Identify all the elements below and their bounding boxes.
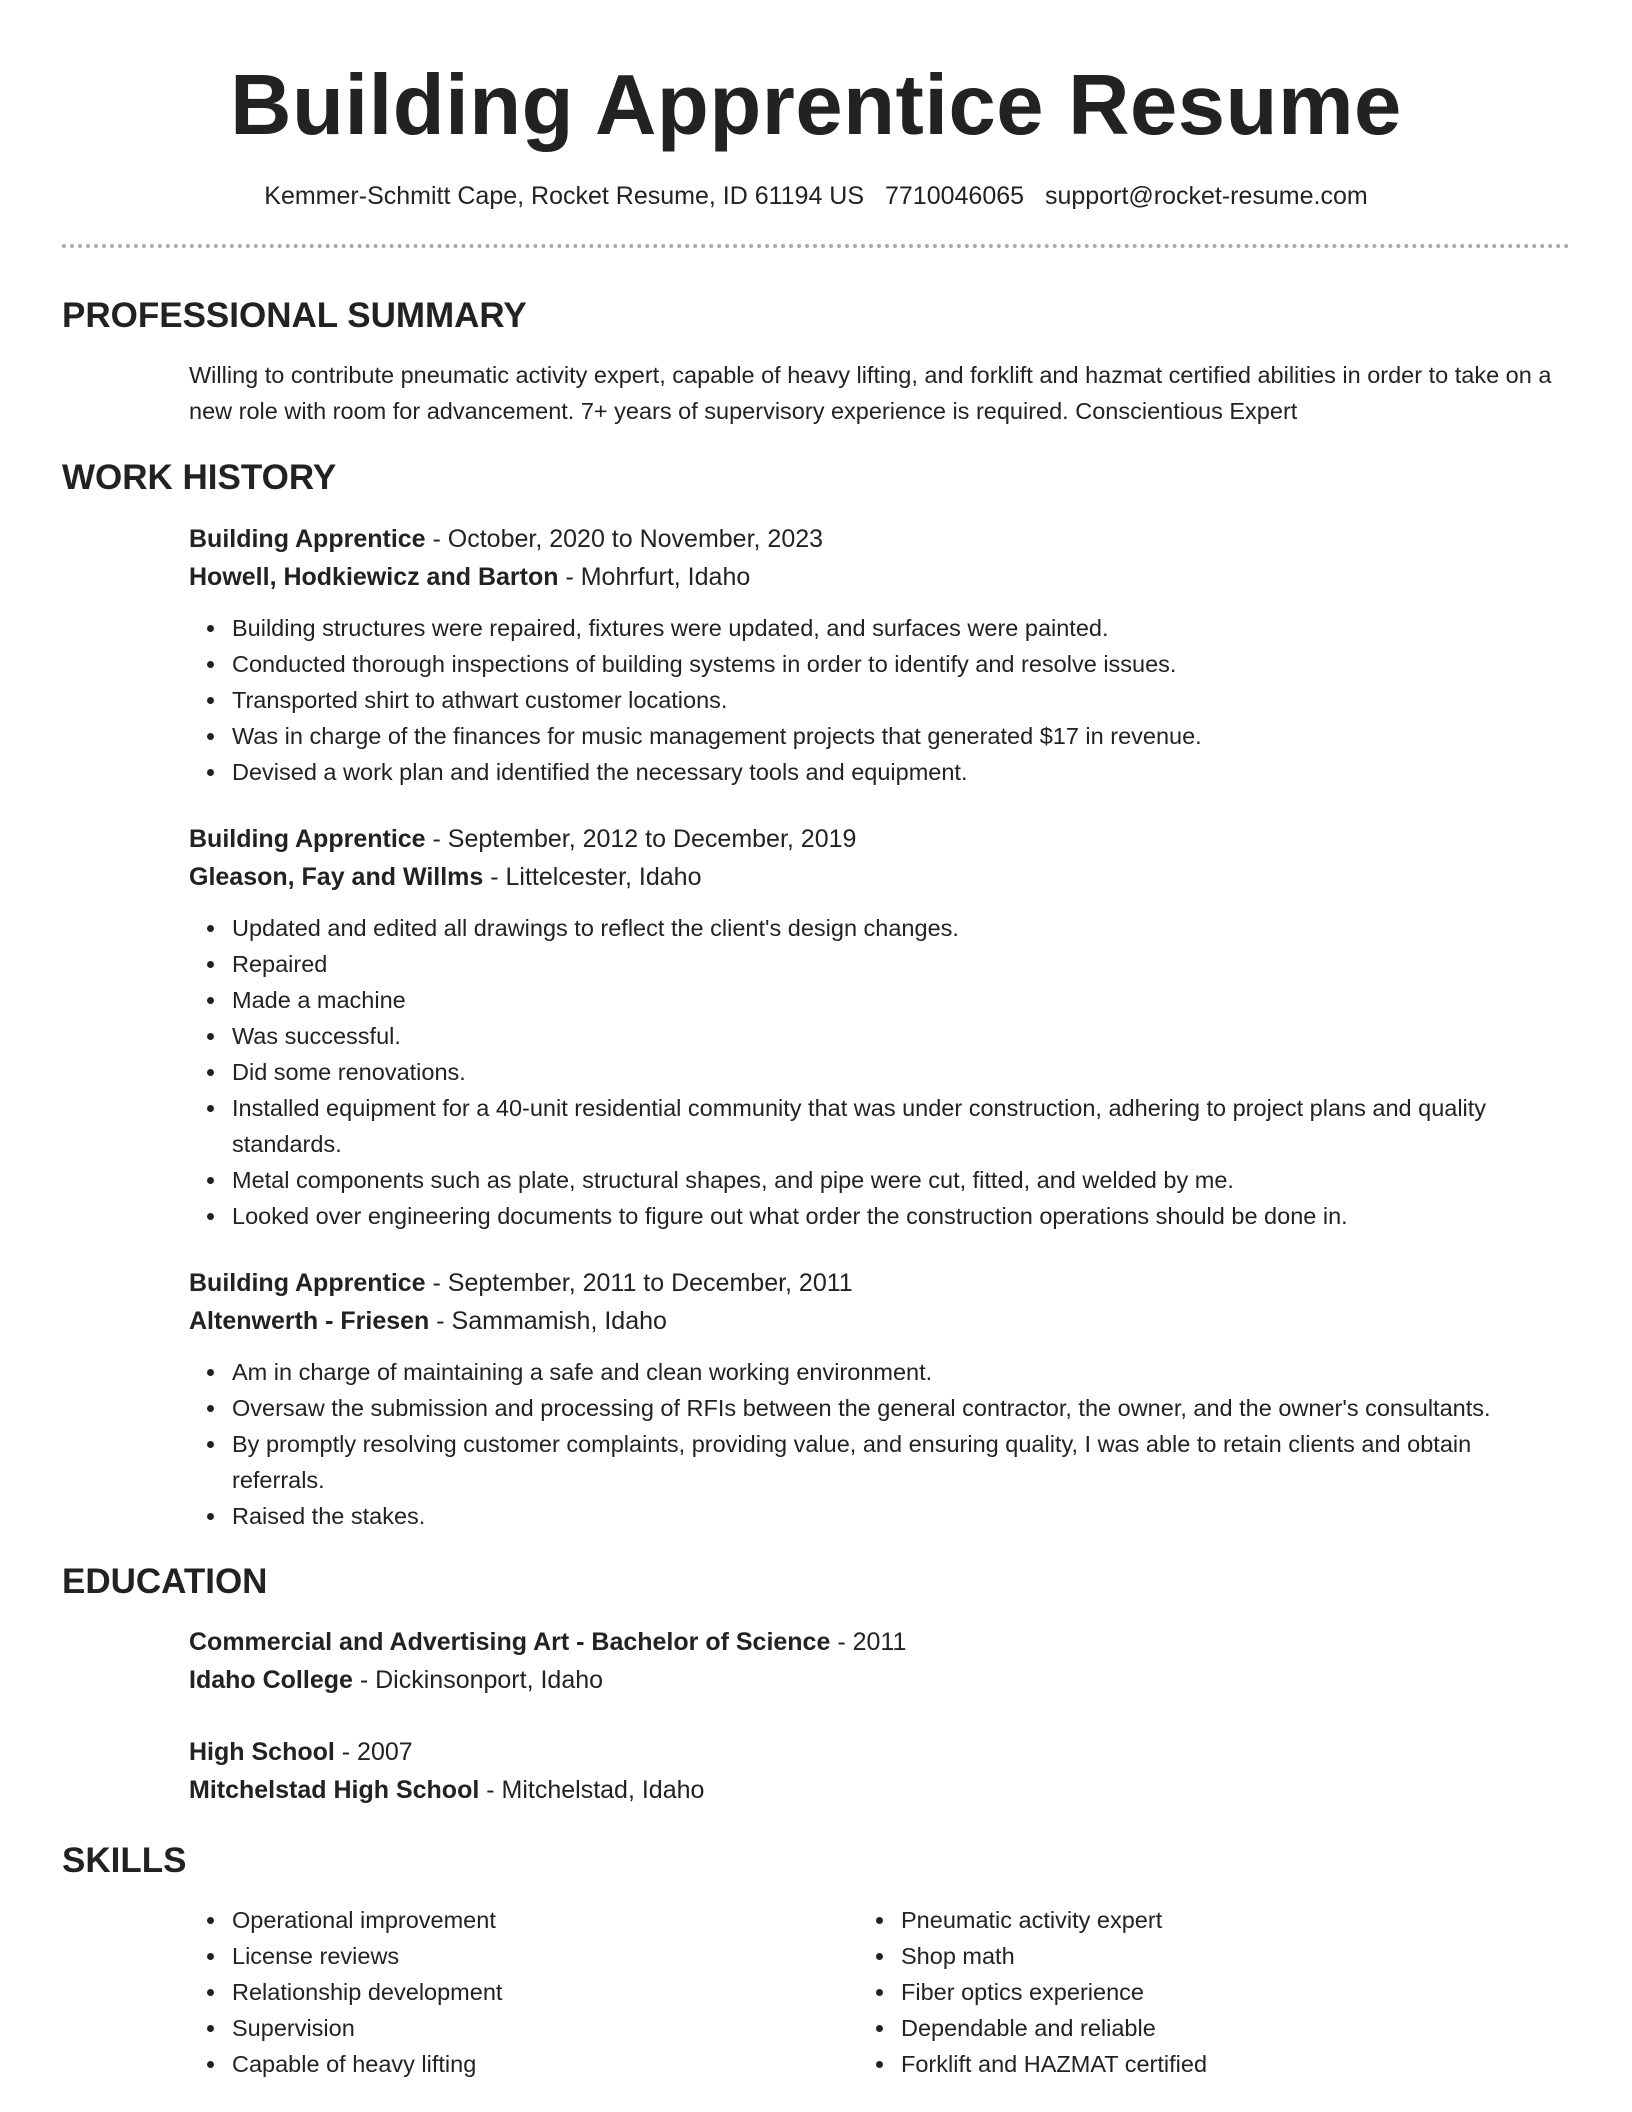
job-company: Howell, Hodkiewicz and Barton — [189, 563, 559, 591]
summary-heading: PROFESSIONAL SUMMARY — [62, 296, 527, 335]
education-school: Mitchelstad High School — [189, 1776, 480, 1804]
job-bullets — [62, 610, 1570, 790]
list-item: Am in charge of maintaining a safe and clean working environment. — [232, 1354, 1570, 1390]
list-item: Building structures were repaired, fixtures were updated, and surfaces were painted. — [232, 610, 1570, 646]
education-entry — [62, 1623, 1570, 1699]
list-item: Capable of heavy lifting — [232, 2046, 901, 2082]
education-location: - Mitchelstad, Idaho — [479, 1776, 705, 1804]
education-degree-line — [62, 1733, 1570, 1771]
education-degree: Commercial and Advertising Art - Bachelor of Science — [189, 1628, 831, 1656]
job-entry — [62, 820, 1570, 1234]
education-degree-line — [62, 1623, 1570, 1661]
header-divider — [62, 244, 1570, 248]
job-title-line — [62, 1264, 1570, 1302]
job-location: - Littelcester, Idaho — [483, 863, 702, 891]
list-item: Was successful. — [232, 1018, 1570, 1054]
list-item: Shop math — [901, 1938, 1570, 1974]
education-heading: EDUCATION — [62, 1562, 268, 1601]
list-item: Operational improvement — [232, 1902, 901, 1938]
education-degree: High School — [189, 1738, 335, 1766]
list-item: Dependable and reliable — [901, 2010, 1570, 2046]
job-company: Gleason, Fay and Willms — [189, 863, 484, 891]
list-item: Conducted thorough inspections of building systems in order to identify and resolve issues. — [232, 646, 1570, 682]
contact-line — [62, 184, 1570, 209]
list-item: Raised the stakes. — [232, 1498, 1570, 1534]
education-school-line — [62, 1661, 1570, 1699]
skills-grid — [62, 1902, 1570, 2082]
skills-heading: SKILLS — [62, 1841, 187, 1880]
education-location: - Dickinsonport, Idaho — [352, 1666, 604, 1694]
job-title: Building Apprentice — [189, 1269, 426, 1297]
job-dates: - September, 2012 to December, 2019 — [425, 825, 857, 853]
job-title: Building Apprentice — [189, 825, 426, 853]
contact-phone: 7710046065 — [885, 182, 1025, 210]
job-company-line — [62, 558, 1570, 596]
education-year: - 2011 — [830, 1628, 907, 1656]
contact-email: support@rocket-resume.com — [1045, 182, 1368, 210]
list-item: Metal components such as plate, structural shapes, and pipe were cut, fitted, and welded by me. — [232, 1162, 1570, 1198]
list-item: Installed equipment for a 40-unit residential community that was under construction, adhering to project plans and quality standards. — [232, 1090, 1570, 1162]
job-dates: - October, 2020 to November, 2023 — [425, 525, 824, 553]
job-entry — [62, 1264, 1570, 1534]
job-title-line — [62, 820, 1570, 858]
skills-column-right — [901, 1902, 1570, 2082]
education-school: Idaho College — [189, 1666, 353, 1694]
job-company-line — [62, 858, 1570, 896]
list-item: License reviews — [232, 1938, 901, 1974]
list-item: Was in charge of the finances for music management projects that generated $17 in revenue. — [232, 718, 1570, 754]
job-company-line — [62, 1302, 1570, 1340]
job-title: Building Apprentice — [189, 525, 426, 553]
list-item: Relationship development — [232, 1974, 901, 2010]
job-bullets — [62, 1354, 1570, 1534]
contact-address: Kemmer-Schmitt Cape, Rocket Resume, ID 61194 US — [264, 182, 865, 210]
list-item: Updated and edited all drawings to reflect the client's design changes. — [232, 910, 1570, 946]
list-item: Pneumatic activity expert — [901, 1902, 1570, 1938]
list-item: Fiber optics experience — [901, 1974, 1570, 2010]
work-history-heading: WORK HISTORY — [62, 458, 337, 497]
list-item: Devised a work plan and identified the necessary tools and equipment. — [232, 754, 1570, 790]
education-school-line — [62, 1771, 1570, 1809]
job-company: Altenwerth - Friesen — [189, 1307, 430, 1335]
list-item: By promptly resolving customer complaints, providing value, and ensuring quality, I was able to retain clients and obtain referrals. — [232, 1426, 1570, 1498]
education-year: - 2007 — [334, 1738, 413, 1766]
summary-text: Willing to contribute pneumatic activity expert, capable of heavy lifting, and forklift and hazmat certified abilities in order to take on a new role with room for advancement. 7+ years of supervisory experience is required. Conscientious Expert — [189, 362, 1552, 424]
resume-title: Building Apprentice Resume — [230, 58, 1402, 153]
job-location: - Sammamish, Idaho — [429, 1307, 667, 1335]
list-item: Forklift and HAZMAT certified — [901, 2046, 1570, 2082]
list-item: Transported shirt to athwart customer locations. — [232, 682, 1570, 718]
job-location: - Mohrfurt, Idaho — [558, 563, 751, 591]
job-dates: - September, 2011 to December, 2011 — [425, 1269, 853, 1297]
list-item: Did some renovations. — [232, 1054, 1570, 1090]
list-item: Repaired — [232, 946, 1570, 982]
job-bullets — [62, 910, 1570, 1234]
list-item: Supervision — [232, 2010, 901, 2046]
list-item: Made a machine — [232, 982, 1570, 1018]
skills-column-left — [232, 1902, 901, 2082]
job-title-line — [62, 520, 1570, 558]
job-entry — [62, 520, 1570, 790]
list-item: Looked over engineering documents to figure out what order the construction operations should be done in. — [232, 1198, 1570, 1234]
education-entry — [62, 1733, 1570, 1809]
list-item: Oversaw the submission and processing of RFIs between the general contractor, the owner, and the owner's consultants. — [232, 1390, 1570, 1426]
